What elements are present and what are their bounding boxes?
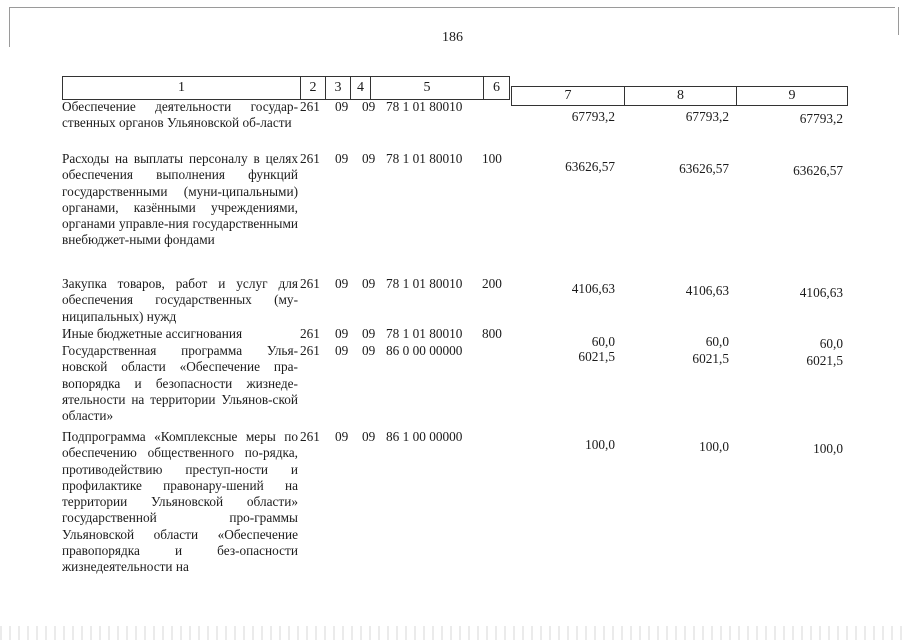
header-col-1: 1 [178,80,185,95]
scan-noise-strip [0,626,905,640]
header-col-6: 6 [483,77,509,99]
row-code-target: 78 1 01 80010 [386,326,463,341]
row-value-8: 4106,63 [685,283,729,298]
row-code-admin: 261 [300,343,320,358]
row-value-7: 4106,63 [571,281,615,296]
row-value-7: 67793,2 [571,109,615,124]
table-header-left [62,76,510,100]
row-code-subsection: 09 [362,151,376,166]
row-name: Обеспечение деятельности государ-ственных органов Ульяновской об-ласти [62,99,298,131]
row-value-9: 100,0 [813,441,843,456]
row-value-9: 4106,63 [799,285,843,300]
row-code-subsection: 09 [362,343,376,358]
row-code-section: 09 [335,326,349,341]
table-header-right [511,86,848,106]
header-col-9: 9 [736,87,847,105]
row-value-8: 100,0 [699,439,729,454]
row-code-type: 100 [482,151,502,166]
row-code-type: 200 [482,276,502,291]
row-name: Иные бюджетные ассигнования [62,326,243,341]
row-value-7: 6021,5 [578,349,615,364]
row-code-target: 78 1 01 80010 [386,276,463,291]
row-value-8: 60,0 [705,334,729,349]
row-code-section: 09 [335,276,349,291]
row-value-9: 6021,5 [806,353,843,368]
row-code-section: 09 [335,343,349,358]
row-code-target: 86 0 00 00000 [386,343,463,358]
row-code-section: 09 [335,429,349,444]
header-col-5: 5 [370,77,483,99]
row-code-target: 78 1 01 80010 [386,151,463,166]
header-col-4: 4 [350,77,370,99]
row-value-9: 63626,57 [793,163,843,178]
row-name: Закупка товаров, работ и услуг для обеспечения государственных (му-ниципальных) нужд [62,276,298,324]
row-value-9: 60,0 [819,336,843,351]
row-value-9: 67793,2 [799,111,843,126]
header-col-7: 7 [564,88,572,103]
row-value-8: 63626,57 [679,161,729,176]
row-code-subsection: 09 [362,326,376,341]
header-col-8: 8 [624,87,736,105]
row-name: Государственная программа Улья-новской области «Обеспечение пра-вопорядка и безопасности жизнеде-ятельности на территории Ульянов-ской области» [62,343,298,424]
row-code-target: 78 1 01 80010 [386,99,463,114]
row-code-admin: 261 [300,151,320,166]
page-edge-top [10,7,895,8]
row-value-7: 60,0 [591,334,615,349]
page-number: 186 [442,30,463,45]
row-name: Расходы на выплаты персоналу в целях обеспечения выполнения функций государственными (муни-ципальными) органами, казёнными учреждениями, органами управле-ния государственными внебюджет-ными фондами [62,151,298,248]
row-code-subsection: 09 [362,429,376,444]
row-code-admin: 261 [300,276,320,291]
row-code-admin: 261 [300,429,320,444]
row-code-admin: 261 [300,99,320,114]
row-code-admin: 261 [300,326,320,341]
row-value-7: 63626,57 [565,159,615,174]
row-value-8: 6021,5 [692,351,729,366]
row-code-type: 800 [482,326,502,341]
row-code-target: 86 1 00 00000 [386,429,463,444]
row-value-8: 67793,2 [685,109,729,124]
header-col-2: 2 [300,77,325,99]
row-code-section: 09 [335,99,349,114]
row-code-section: 09 [335,151,349,166]
row-name: Подпрограмма «Комплексные меры по обеспечению общественного по-рядка, противодействию преступ-ности и профилактике правонару-шений на территории Ульяновской области» государственной про-граммы Ульяновской области «Обеспечение правопорядка и без-опасности жизнедеятельности на [62,429,298,575]
row-code-subsection: 09 [362,99,376,114]
header-col-3: 3 [325,77,350,99]
row-code-subsection: 09 [362,276,376,291]
row-value-7: 100,0 [585,437,615,452]
